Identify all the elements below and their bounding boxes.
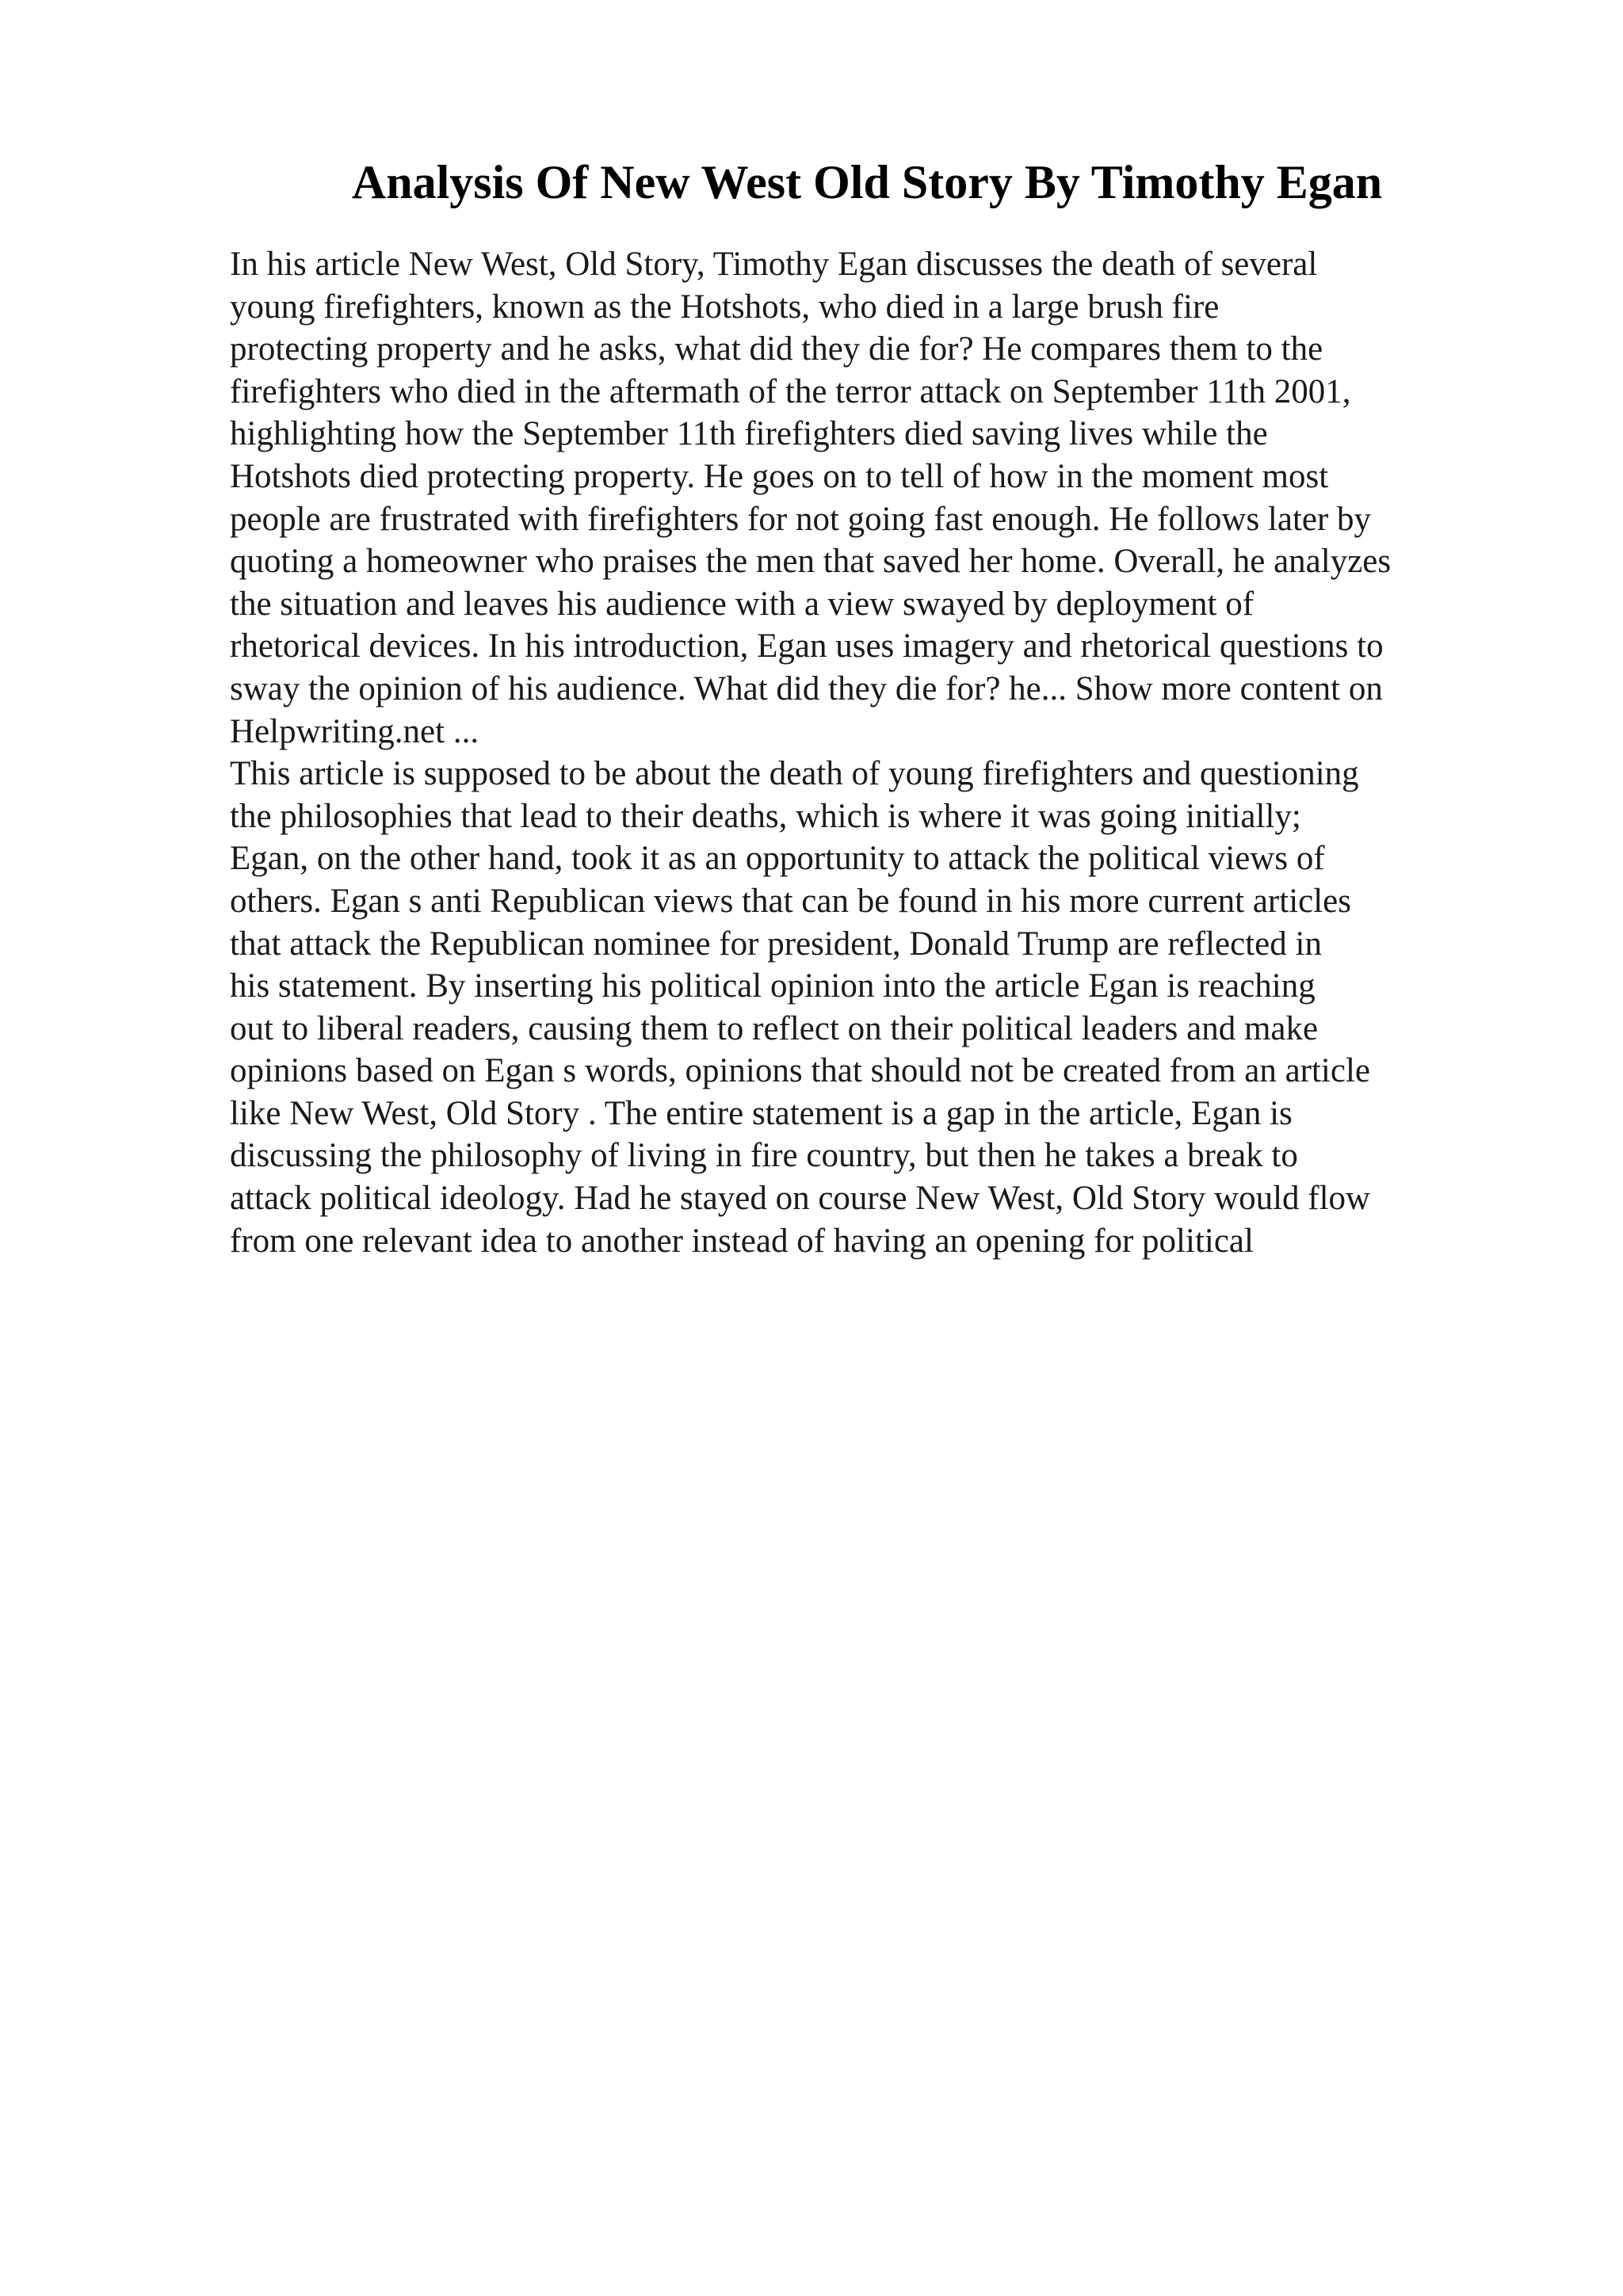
body-line: the situation and leaves his audience with a view swayed by deployment of: [230, 585, 1254, 623]
body-line: like New West, Old Story . The entire statement is a gap in the article, Egan is: [230, 1094, 1293, 1132]
body-line: discussing the philosophy of living in fire country, but then he takes a break to: [230, 1137, 1298, 1175]
body-line: young firefighters, known as the Hotshots, who died in a large brush fire: [230, 288, 1220, 326]
body-line: protecting property and he asks, what did they die for? He compares them to the: [230, 330, 1323, 368]
body-line: that attack the Republican nominee for president, Donald Trump are reflected in: [230, 925, 1322, 963]
body-line: This article is supposed to be about the death of young firefighters and questioning: [230, 755, 1359, 793]
body-line: opinions based on Egan s words, opinions that should not be created from an article: [230, 1052, 1370, 1090]
body-line: Helpwriting.net ...: [230, 712, 479, 750]
body-line: In his article New West, Old Story, Timothy Egan discusses the death of several: [230, 246, 1318, 283]
body-line: people are frustrated with firefighters for not going fast enough. He follows later by: [230, 500, 1372, 538]
body-line: Egan, on the other hand, took it as an opportunity to attack the political views of: [230, 840, 1325, 878]
body-line: firefighters who died in the aftermath of the terror attack on September 11th 2001,: [230, 372, 1351, 410]
body-line: sway the opinion of his audience. What did they die for? he... Show more content on: [230, 669, 1383, 707]
body-line: from one relevant idea to another instead of having an opening for political: [230, 1222, 1254, 1260]
body-line: quoting a homeowner who praises the men that saved her home. Overall, he analyzes: [230, 543, 1392, 581]
body-line: highlighting how the September 11th firefighters died saving lives while the: [230, 415, 1268, 453]
body-line: others. Egan s anti Republican views that can be found in his more current articles: [230, 882, 1351, 920]
body-line: Hotshots died protecting property. He goes on to tell of how in the moment most: [230, 457, 1329, 495]
body-line: attack political ideology. Had he stayed on course New West, Old Story would flow: [230, 1180, 1371, 1218]
body-line: out to liberal readers, causing them to reflect on their political leaders and make: [230, 1009, 1319, 1047]
body-line: rhetorical devices. In his introduction, Egan uses imagery and rhetorical questions to: [230, 627, 1384, 666]
body-line: his statement. By inserting his political opinion into the article Egan is reaching: [230, 967, 1316, 1005]
article-body: [230, 243, 1498, 1262]
page-title: Analysis Of New West Old Story By Timothy Egan: [351, 156, 1383, 208]
body-line: the philosophies that lead to their deaths, which is where it was going initially;: [230, 797, 1301, 835]
